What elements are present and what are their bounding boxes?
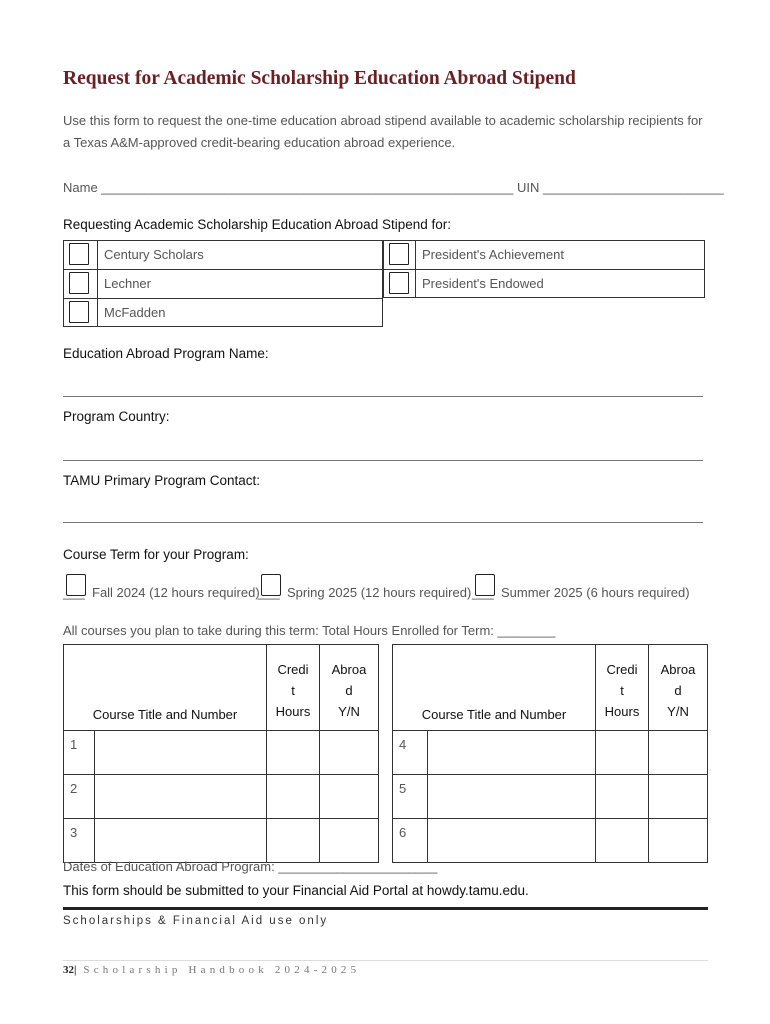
row-number: 5 <box>393 775 428 819</box>
credit-cell[interactable] <box>596 775 649 819</box>
table-row <box>393 775 708 819</box>
credit-cell[interactable] <box>596 731 649 775</box>
col-credit-left: Credi t Hours <box>267 645 320 731</box>
credit-cell[interactable] <box>596 819 649 863</box>
abroad-cell[interactable] <box>649 819 708 863</box>
credit-cell[interactable] <box>267 819 320 863</box>
program-country-label: Program Country: <box>63 409 170 424</box>
footer-text: Scholarship Handbook 2024-2025 <box>83 964 361 976</box>
col-abroad-right: Abroa d Y/N <box>649 645 708 731</box>
intro-text: Use this form to request the one-time education abroad stipend available to academic scholarship recipients for a Texas A&M-approved credit-bearing education abroad experience. <box>63 113 703 150</box>
option-century-scholars: Century Scholars <box>104 247 204 262</box>
abroad-cell[interactable] <box>649 731 708 775</box>
term-summer-blank: ___ <box>472 585 494 600</box>
term-summer-label: Summer 2025 (6 hours required) <box>501 585 690 600</box>
name-uin-line[interactable]: Name _________________________________________________________ UIN _________________________ <box>63 180 724 195</box>
option-mcfadden: McFadden <box>104 305 166 320</box>
checkbox-lechner[interactable] <box>69 272 89 294</box>
option-lechner: Lechner <box>104 276 151 291</box>
course-title-cell[interactable] <box>428 731 596 775</box>
dates-line[interactable]: Dates of Education Abroad Program: ______________________ <box>63 859 438 874</box>
course-title-cell[interactable] <box>95 731 267 775</box>
credit-cell[interactable] <box>267 775 320 819</box>
submit-note: This form should be submitted to your Financial Aid Portal at howdy.tamu.edu. <box>63 883 529 898</box>
page-footer <box>63 964 360 976</box>
term-fall-blank: ___ <box>63 585 85 600</box>
abroad-cell[interactable] <box>649 775 708 819</box>
office-use-label: Scholarships & Financial Aid use only <box>63 915 329 927</box>
course-title-cell[interactable] <box>95 819 267 863</box>
checkbox-presidents-endowed[interactable] <box>389 272 409 294</box>
row-number: 4 <box>393 731 428 775</box>
option-presidents-endowed: President's Endowed <box>422 276 544 291</box>
option-presidents-achievement: President's Achievement <box>422 247 564 262</box>
term-heading: Course Term for your Program: <box>63 547 249 562</box>
term-spring-label: Spring 2025 (12 hours required) <box>287 585 472 600</box>
program-name-label: Education Abroad Program Name: <box>63 346 269 361</box>
course-title-cell[interactable] <box>428 819 596 863</box>
table-row <box>393 731 708 775</box>
table-row <box>64 731 379 775</box>
contact-label: TAMU Primary Program Contact: <box>63 473 261 488</box>
row-number: 1 <box>64 731 95 775</box>
contact-field[interactable] <box>63 522 703 523</box>
term-fall-label: Fall 2024 (12 hours required) <box>92 585 260 600</box>
courses-total-line: All courses you plan to take during this term: Total Hours Enrolled for Term: ________ <box>63 623 556 638</box>
footer-rule <box>63 960 708 961</box>
checkbox-mcfadden[interactable] <box>69 301 89 323</box>
office-use-divider <box>63 907 708 910</box>
program-name-field[interactable] <box>63 396 703 397</box>
col-abroad-left: Abroa d Y/N <box>320 645 379 731</box>
row-number: 2 <box>64 775 95 819</box>
program-country-field[interactable] <box>63 460 703 461</box>
table-row <box>393 819 708 863</box>
table-row <box>64 775 379 819</box>
checkbox-century-scholars[interactable] <box>69 243 89 265</box>
footer-separator: | <box>74 964 77 976</box>
row-number: 6 <box>393 819 428 863</box>
page-title: Request for Academic Scholarship Education Abroad Stipend <box>63 68 576 89</box>
row-number: 3 <box>64 819 95 863</box>
table-row <box>64 819 379 863</box>
course-table-left <box>63 644 379 863</box>
abroad-cell[interactable] <box>320 731 379 775</box>
col-title-left: Course Title and Number <box>64 645 267 731</box>
page-number: 32 <box>63 964 74 976</box>
course-title-cell[interactable] <box>428 775 596 819</box>
col-credit-right: Credi t Hours <box>596 645 649 731</box>
stipend-heading: Requesting Academic Scholarship Education Abroad Stipend for: <box>63 217 451 232</box>
course-title-cell[interactable] <box>95 775 267 819</box>
col-title-right: Course Title and Number <box>393 645 596 731</box>
credit-cell[interactable] <box>267 731 320 775</box>
checkbox-presidents-achievement[interactable] <box>389 243 409 265</box>
abroad-cell[interactable] <box>320 819 379 863</box>
term-spring-blank: ___ <box>258 585 280 600</box>
abroad-cell[interactable] <box>320 775 379 819</box>
course-table-right <box>392 644 708 863</box>
